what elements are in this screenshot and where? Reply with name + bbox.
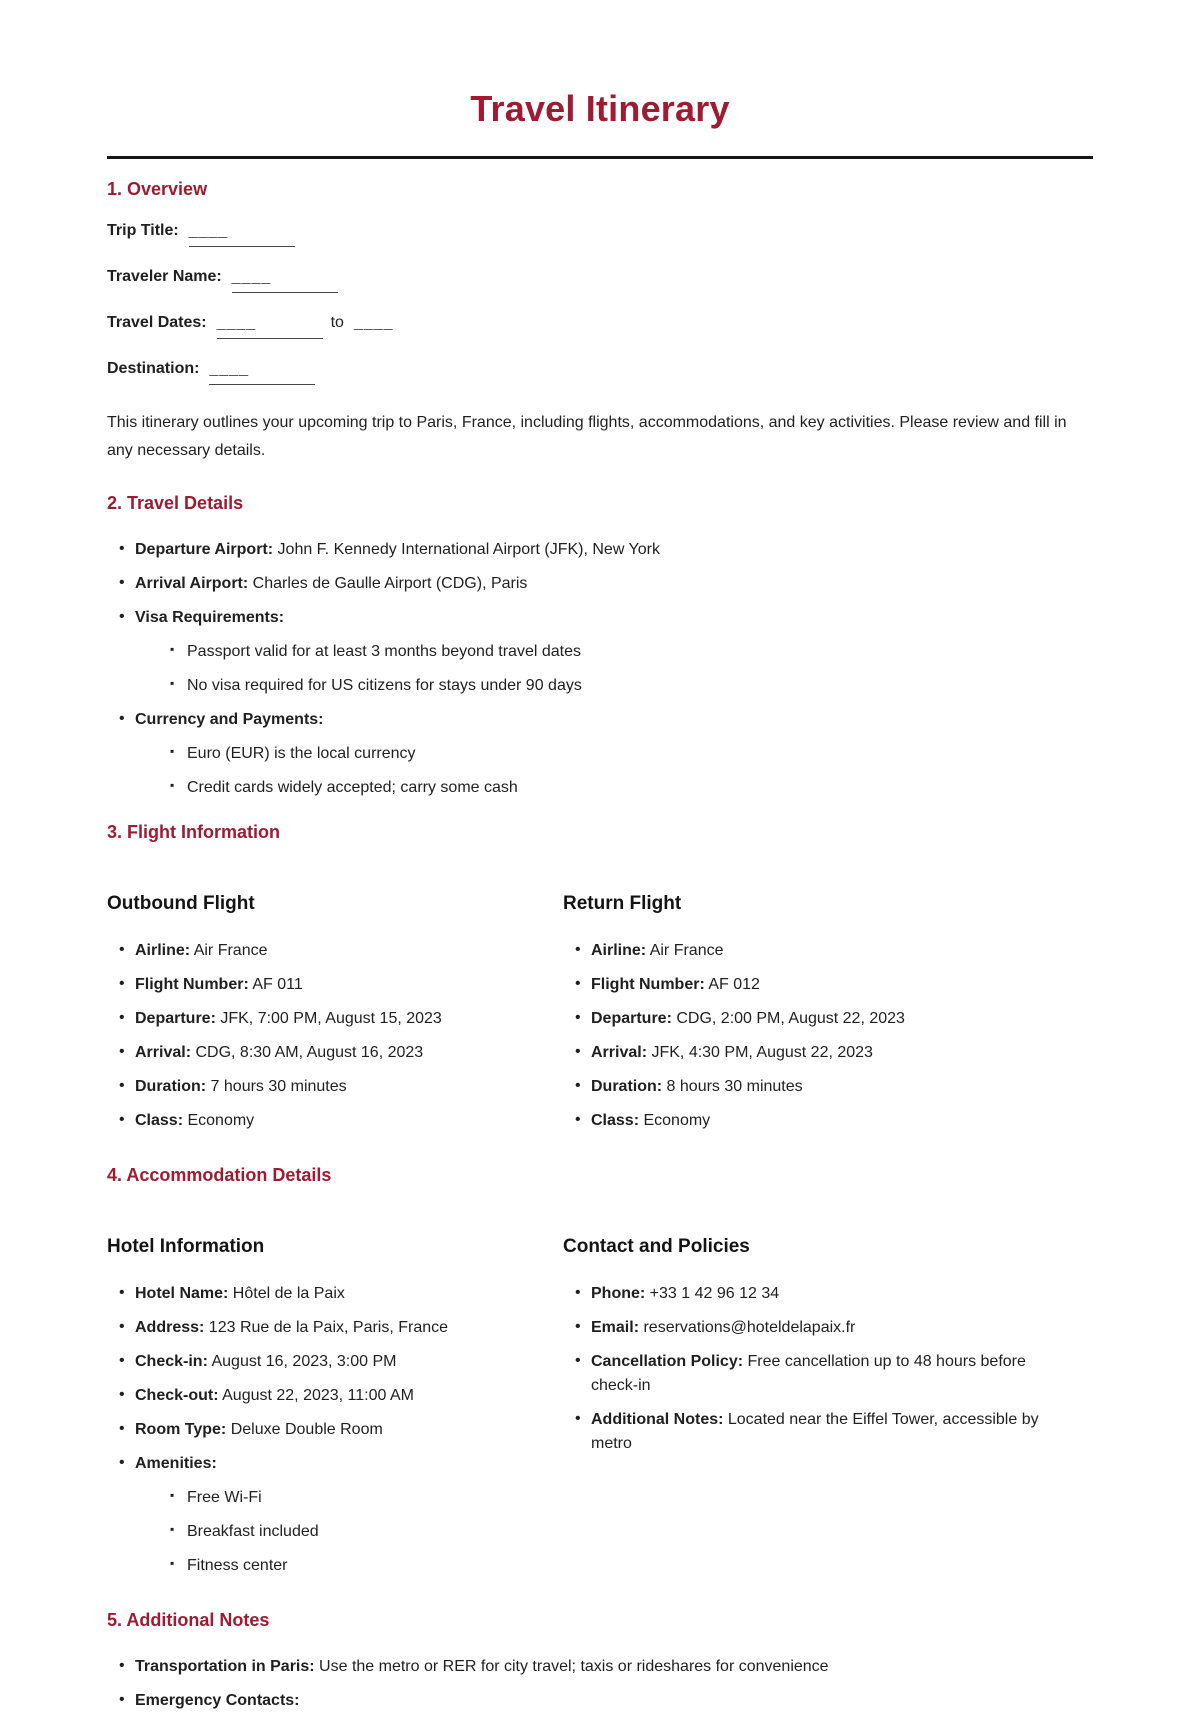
hotel-information-heading: Hotel Information (107, 1236, 265, 1257)
item-label: Hotel Name: (135, 1285, 229, 1302)
list-item (107, 572, 1093, 596)
hotel-information-column (107, 1208, 563, 1588)
item-label: Arrival Airport: (135, 575, 249, 592)
travel-dates-label: Travel Dates: (107, 314, 207, 331)
item-text: Hôtel de la Paix (228, 1285, 345, 1302)
travel-dates-row (107, 314, 1093, 339)
item-label: Check-out: (135, 1387, 219, 1404)
list-item (563, 939, 1043, 963)
item-text: August 22, 2023, 11:00 AM (218, 1387, 414, 1404)
item-text: JFK, 4:30 PM, August 22, 2023 (647, 1044, 873, 1061)
traveler-name-blank-dashes: ____ (231, 268, 272, 285)
item-label: Class: (135, 1112, 184, 1129)
trip-title-blank-dashes: ____ (188, 222, 229, 239)
traveler-name-row (107, 268, 1093, 293)
travel-details-list (107, 538, 1093, 800)
list-item (107, 1655, 1093, 1679)
contact-policies-column (563, 1208, 1093, 1588)
flight-columns (107, 865, 1093, 1143)
sublist-item: ▪ Free Wi-Fi (170, 1486, 563, 1510)
item-label: Flight Number: (591, 976, 705, 993)
list-item (107, 1350, 563, 1374)
section-additional-notes-heading: 5. Additional Notes (107, 1610, 270, 1630)
list-item (107, 538, 1093, 562)
item-label: Visa Requirements: (135, 609, 285, 626)
item-label: Cancellation Policy: (591, 1353, 744, 1370)
item-text: Located near the Eiffel Tower, accessible by metro (591, 1411, 1039, 1452)
list-item (107, 606, 1093, 698)
sublist-item: ▪ Credit cards widely accepted; carry some cash (170, 776, 1093, 800)
item-text: Air France (646, 942, 724, 959)
list-item (107, 1689, 1093, 1713)
additional-notes-list (107, 1655, 1093, 1713)
item-label: Arrival: (591, 1044, 648, 1061)
item-text: Charles de Gaulle Airport (CDG), Paris (248, 575, 528, 592)
destination-row (107, 360, 1093, 385)
item-text: August 16, 2023, 3:00 PM (207, 1353, 397, 1370)
item-label: Amenities: (135, 1455, 217, 1472)
trip-title-row (107, 222, 1093, 247)
traveler-name-label: Traveler Name: (107, 268, 222, 285)
outbound-flight-heading: Outbound Flight (107, 893, 255, 914)
item-label: Departure: (591, 1010, 672, 1027)
list-item (107, 1452, 563, 1578)
return-flight-column (563, 865, 1093, 1143)
item-text: John F. Kennedy International Airport (JFK), New York (273, 541, 660, 558)
destination-blank[interactable] (209, 360, 315, 385)
item-label: Address: (135, 1319, 205, 1336)
list-item (107, 1075, 563, 1099)
overview-intro: This itinerary outlines your upcoming trip to Paris, France, including flights, accommodations, and key activities. Please review and fill in any necessary details. (107, 414, 1067, 459)
item-text: 7 hours 30 minutes (206, 1078, 347, 1095)
list-item (563, 1041, 1043, 1065)
item-text: JFK, 7:00 PM, August 15, 2023 (215, 1010, 442, 1027)
list-item (563, 1282, 1043, 1306)
list-item (107, 1109, 563, 1133)
list-item (107, 1041, 563, 1065)
amenities-sublist (170, 1486, 563, 1578)
item-text: Economy (639, 1112, 711, 1129)
return-flight-list (563, 939, 1093, 1133)
item-text: Deluxe Double Room (226, 1421, 383, 1438)
item-text: AF 011 (248, 976, 303, 993)
contact-policies-heading: Contact and Policies (563, 1236, 750, 1257)
sublist-item: ▪ Breakfast included (170, 1520, 563, 1544)
item-label: Departure Airport: (135, 541, 274, 558)
section-flight-information-heading: 3. Flight Information (107, 822, 280, 842)
item-label: Airline: (591, 942, 647, 959)
item-label: Duration: (135, 1078, 207, 1095)
page-title: Travel Itinerary (470, 88, 730, 129)
travel-dates-start-blank[interactable] (217, 314, 323, 339)
item-text: 8 hours 30 minutes (662, 1078, 803, 1095)
currency-payments-sublist (170, 742, 1093, 800)
item-label: Currency and Payments: (135, 711, 324, 728)
outbound-flight-column (107, 865, 563, 1143)
item-label: Duration: (591, 1078, 663, 1095)
list-item (107, 1316, 563, 1340)
list-item (563, 1408, 1043, 1456)
item-text: reservations@hoteldelapaix.fr (639, 1319, 856, 1336)
destination-blank-dashes: ____ (209, 360, 250, 377)
trip-title-label: Trip Title: (107, 222, 179, 239)
item-label: Class: (591, 1112, 640, 1129)
item-label: Emergency Contacts: (135, 1692, 300, 1709)
list-item (563, 1007, 1043, 1031)
destination-label: Destination: (107, 360, 200, 377)
list-item (563, 973, 1043, 997)
list-item (107, 1007, 563, 1031)
item-label: Email: (591, 1319, 640, 1336)
sublist-item: ▪ Euro (EUR) is the local currency (170, 742, 1093, 766)
trip-title-blank[interactable] (189, 222, 295, 247)
list-item (563, 1350, 1043, 1398)
section-travel-details-heading: 2. Travel Details (107, 493, 244, 513)
travel-dates-end-dashes: ____ (353, 314, 394, 331)
hotel-information-list (107, 1282, 563, 1578)
item-label: Phone: (591, 1285, 646, 1302)
item-text: Economy (183, 1112, 255, 1129)
visa-requirements-sublist (170, 640, 1093, 698)
travel-dates-start-dashes: ____ (216, 314, 257, 331)
item-text: CDG, 2:00 PM, August 22, 2023 (671, 1010, 905, 1027)
item-label: Transportation in Paris: (135, 1658, 315, 1675)
item-text: CDG, 8:30 AM, August 16, 2023 (191, 1044, 424, 1061)
list-item (107, 973, 563, 997)
accommodation-columns (107, 1208, 1093, 1588)
item-label: Departure: (135, 1010, 216, 1027)
list-item (563, 1075, 1043, 1099)
outbound-flight-list (107, 939, 563, 1133)
list-item (563, 1316, 1043, 1340)
item-label: Arrival: (135, 1044, 192, 1061)
list-item (107, 1282, 563, 1306)
item-label: Additional Notes: (591, 1411, 724, 1428)
list-item (107, 708, 1093, 800)
list-item (107, 939, 563, 963)
list-item (563, 1109, 1043, 1133)
item-label: Room Type: (135, 1421, 227, 1438)
section-overview-heading: 1. Overview (107, 179, 208, 199)
item-label: Flight Number: (135, 976, 249, 993)
sublist-item: ▪ Fitness center (170, 1554, 563, 1578)
title-divider (107, 156, 1093, 159)
sublist-item: ▪ No visa required for US citizens for stays under 90 days (170, 674, 1093, 698)
item-label: Check-in: (135, 1353, 208, 1370)
traveler-name-blank[interactable] (232, 268, 338, 293)
travel-dates-end-blank[interactable] (354, 314, 394, 332)
travel-dates-separator: to (330, 314, 344, 331)
item-text: Free cancellation up to 48 hours before check-in (591, 1353, 1026, 1394)
item-text: Air France (190, 942, 268, 959)
list-item (107, 1418, 563, 1442)
item-label: Airline: (135, 942, 191, 959)
item-text: 123 Rue de la Paix, Paris, France (204, 1319, 449, 1336)
return-flight-heading: Return Flight (563, 893, 682, 914)
item-text: Use the metro or RER for city travel; taxis or rideshares for convenience (314, 1658, 829, 1675)
sublist-item: ▪ Passport valid for at least 3 months beyond travel dates (170, 640, 1093, 664)
list-item (107, 1384, 563, 1408)
contact-policies-list (563, 1282, 1093, 1456)
section-accommodation-heading: 4. Accommodation Details (107, 1165, 332, 1185)
item-text: +33 1 42 96 12 34 (645, 1285, 780, 1302)
item-text: AF 012 (704, 976, 760, 993)
